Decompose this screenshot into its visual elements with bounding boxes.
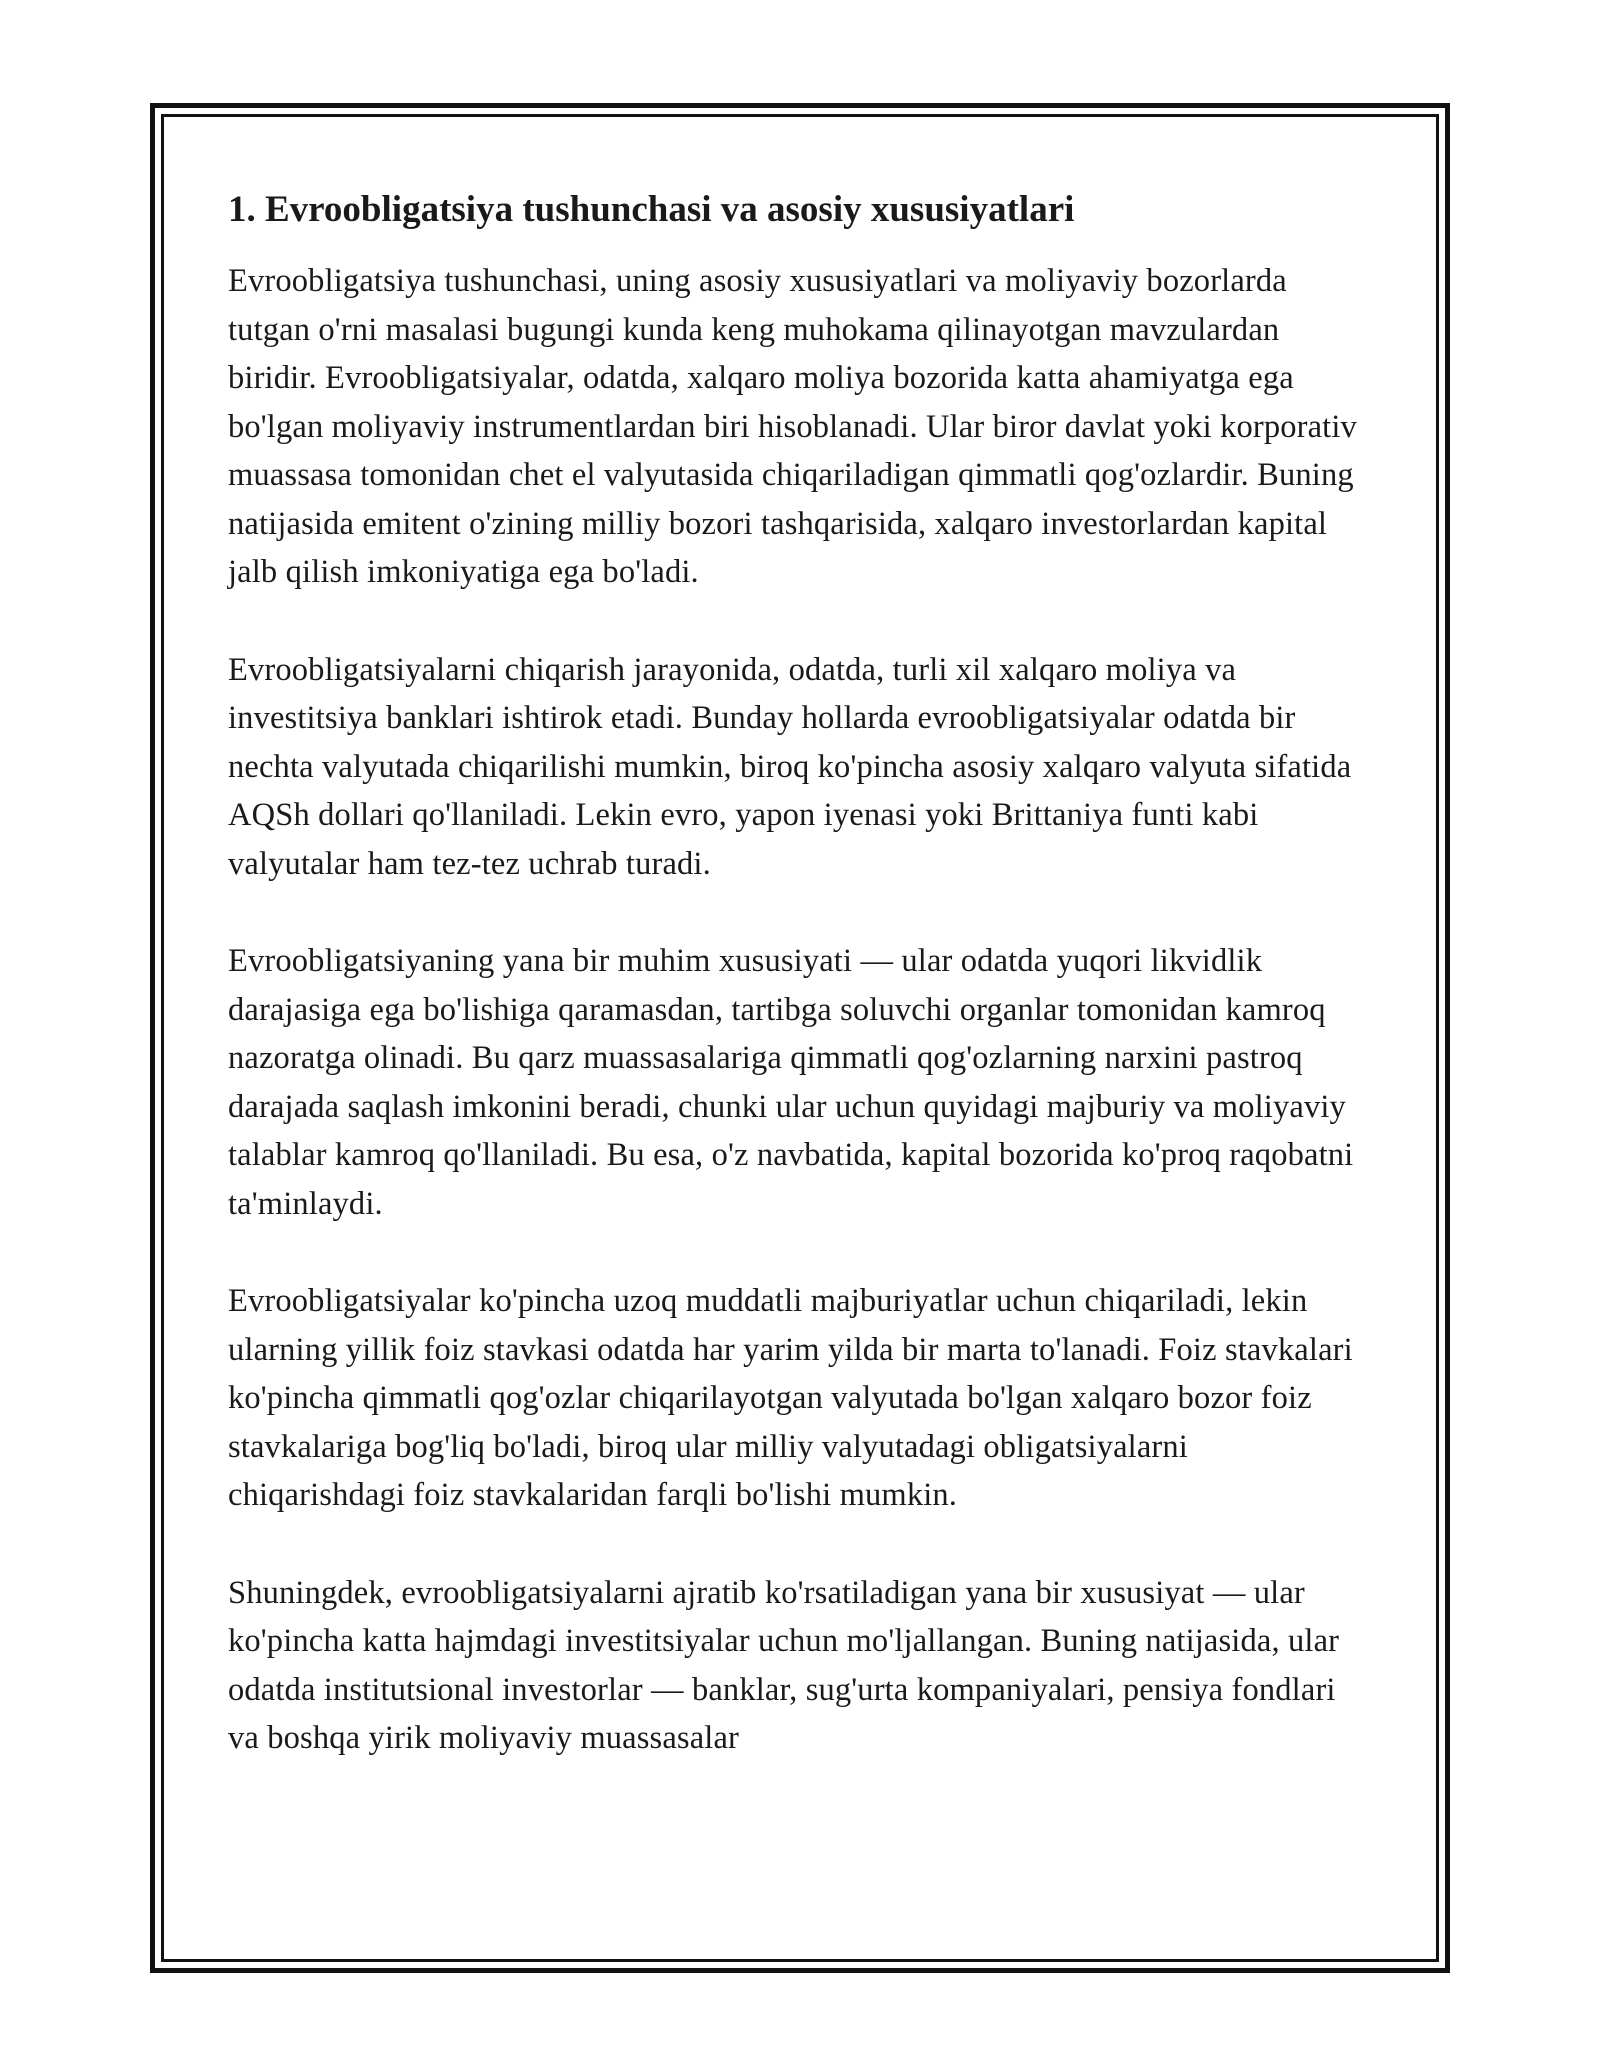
- paragraph-5: Shuningdek, evroobligatsiyalarni ajratib ko'rsatiladigan yana bir xususiyat — ular ko'pincha katta hajmdagi investitsiyalar uchun mo'ljallangan. Buning natijasida, ular odatda institutsional investorlar — banklar, sug'urta kompaniyalari, pensiya fondlari va boshqa yirik moliyaviy muassasalar: [228, 1574, 1340, 1756]
- paragraph-4: Evroobligatsiyalar ko'pincha uzoq muddatli majburiyatlar uchun chiqariladi, lekin ularning yillik foiz stavkasi odatda har yarim yilda bir marta to'lanadi. Foiz stavkalari ko'pincha qimmatli qog'ozlar chiqarilayotgan valyutada bo'lgan xalqaro bozor foiz stavkalariga bog'liq bo'ladi, biroq ular milliy valyutadagi obligatsiyalarni chiqarishdagi foiz stavkalaridan farqli bo'lishi mumkin.: [228, 1283, 1353, 1513]
- paragraph-2: Evroobligatsiyalarni chiqarish jarayonida, odatda, turli xil xalqaro moliya va investitsiya banklari ishtirok etadi. Bunday hollarda evroobligatsiyalar odatda bir nechta valyutada chiqarilishi mumkin, biroq ko'pincha asosiy xalqaro valyuta sifatida AQSh dollari qo'llaniladi. Lekin evro, yapon iyenasi yoki Brittaniya funti kabi valyutalar ham tez-tez uchrab turadi.: [228, 651, 1352, 882]
- paragraph-1: Evroobligatsiya tushunchasi, uning asosiy xususiyatlari va moliyaviy bozorlarda tutgan o'rni masalasi bugungi kunda keng muhokama qilinayotgan mavzulardan biridir. Evroobligatsiyalar, odatda, xalqaro moliya bozorida katta ahamiyatga ega bo'lgan moliyaviy instrumentlardan biri hisoblanadi. Ular biror davlat yoki korporativ muassasa tomonidan chet el valyutasida chiqariladigan qimmatli qog'ozlardir. Buning natijasida emitent o'zining milliy bozori tashqarisida, xalqaro investorlardan kapital jalb qilish imkoniyatiga ega bo'ladi.: [228, 263, 1357, 590]
- page-border-outer: [150, 103, 1450, 1973]
- section-heading: 1. Evroobligatsiya tushunchasi va asosiy xususiyatlari: [228, 189, 1075, 230]
- document-content: [228, 186, 1358, 1812]
- paragraph-3: Evroobligatsiyaning yana bir muhim xususiyati — ular odatda yuqori likvidlik darajasiga ega bo'lishiga qaramasdan, tartibga soluvchi organlar tomonidan kamroq nazoratga olinadi. Bu qarz muassasalariga qimmatli qog'ozlarning narxini pastroq darajada saqlash imkonini beradi, chunki ular uchun quyidagi majburiy va moliyaviy talablar kamroq qo'llaniladi. Bu esa, o'z navbatida, kapital bozorida ko'proq raqobatni ta'minlaydi.: [228, 943, 1354, 1222]
